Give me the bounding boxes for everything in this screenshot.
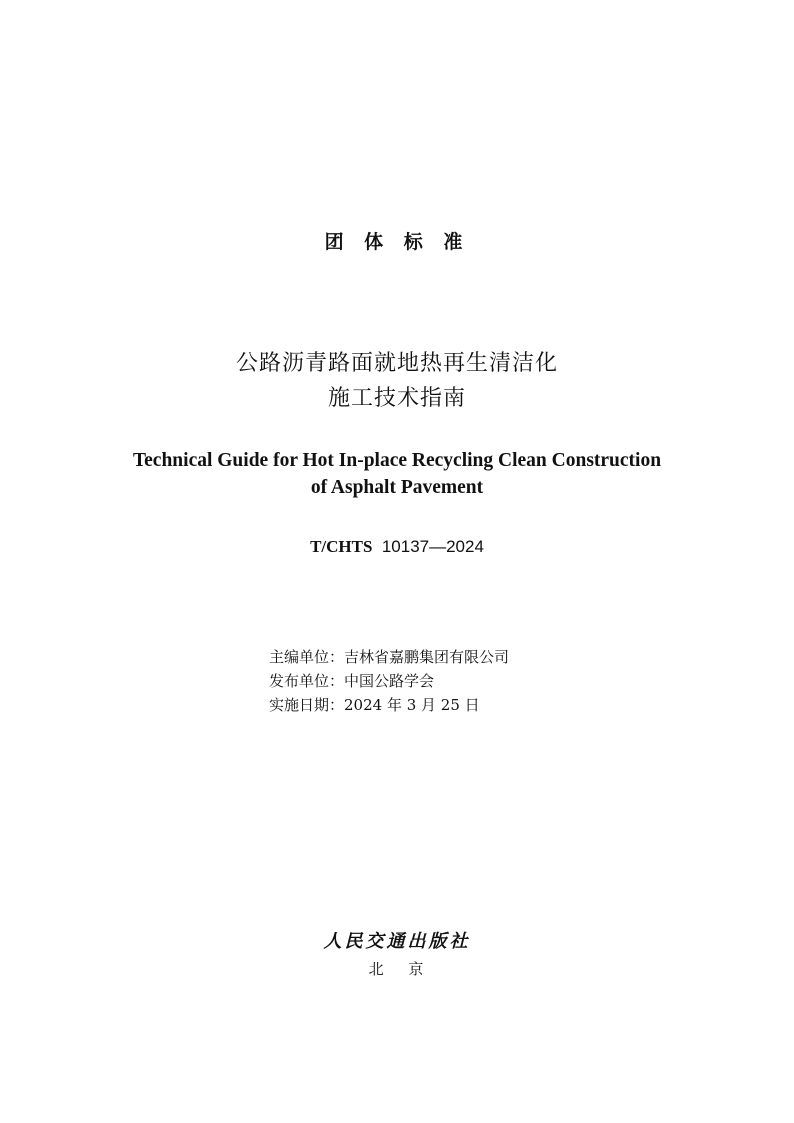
publisher-city: 北 京 bbox=[368, 960, 434, 978]
standard-number-value: 10137—2024 bbox=[381, 537, 484, 556]
publisher-logo: 人民交通出版社 bbox=[323, 931, 471, 952]
standard-type: 团 体 标 准 bbox=[324, 231, 470, 253]
effective-date: 实施日期：2024 年 3 月 25 日 bbox=[269, 696, 480, 714]
title-chinese-line-2: 施工技术指南 bbox=[327, 386, 466, 411]
standard-code: T/CHTS bbox=[310, 537, 373, 556]
title-english-line-2: of Asphalt Pavement bbox=[310, 477, 484, 498]
title-english-line-1: Technical Guide for Hot In-place Recycling Clean Construction bbox=[132, 450, 662, 471]
publisher-unit: 发布单位：中国公路学会 bbox=[269, 672, 435, 690]
publication-info bbox=[269, 645, 509, 717]
title-chinese-line-1: 公路沥青路面就地热再生清洁化 bbox=[235, 351, 558, 376]
editor-unit: 主编单位：吉林省嘉鹏集团有限公司 bbox=[269, 648, 510, 666]
standard-number bbox=[0, 537, 794, 557]
